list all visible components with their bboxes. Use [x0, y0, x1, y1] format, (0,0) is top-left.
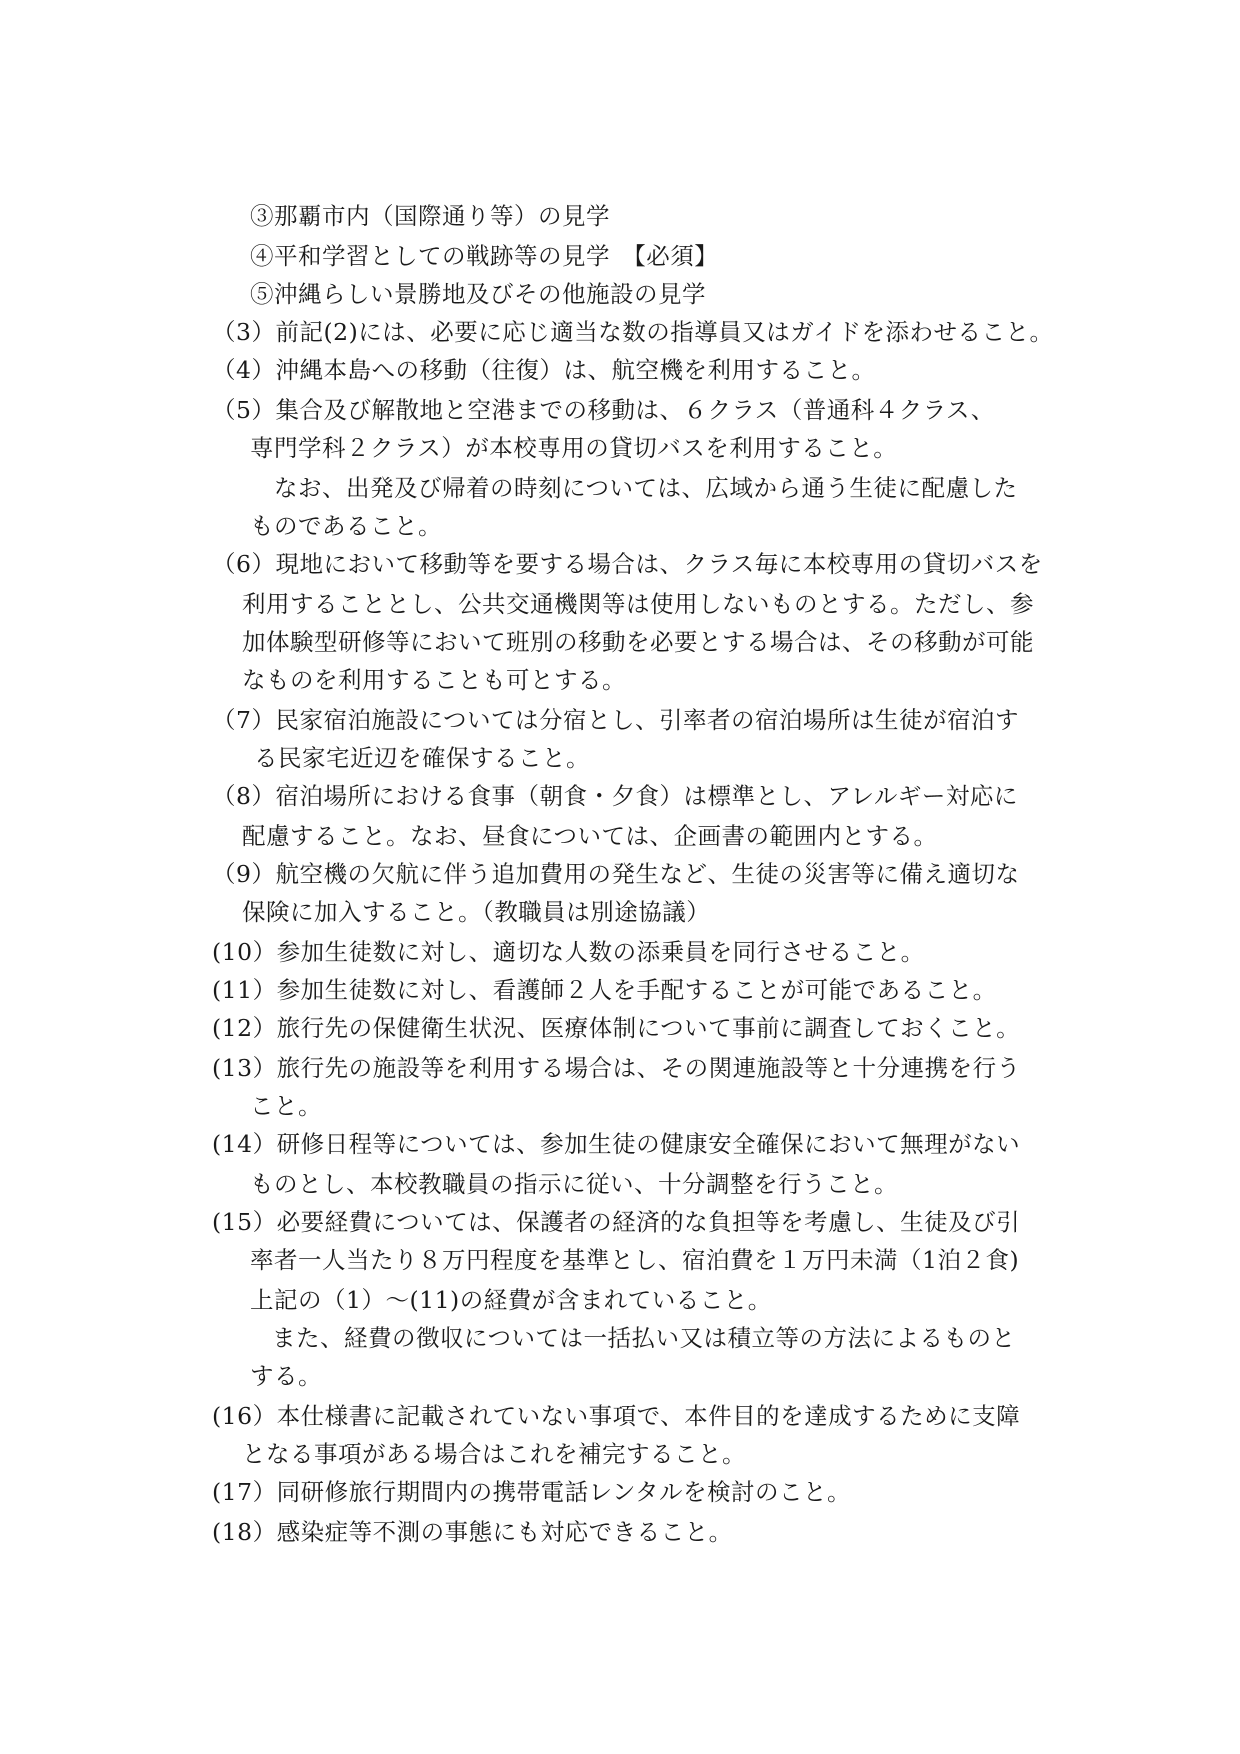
list-item: （4）沖縄本島への移動（往復）は、航空機を利用すること。: [212, 356, 876, 384]
list-item: 利用することとし、公共交通機関等は使用しないものとする。ただし、参: [242, 590, 1034, 618]
list-item: ③那覇市内（国際通り等）の見学: [250, 202, 610, 230]
list-item: となる事項がある場合はこれを補完すること。: [242, 1440, 746, 1468]
list-item: する。: [250, 1362, 322, 1390]
list-item: (12）旅行先の保健衛生状況、医療体制について事前に調査しておくこと。: [212, 1014, 1021, 1042]
list-item: （7）民家宿泊施設については分宿とし、引率者の宿泊場所は生徒が宿泊す: [212, 706, 1019, 734]
list-item: (15）必要経費については、保護者の経済的な負担等を考慮し、生徒及び引: [212, 1208, 1021, 1236]
list-item: また、経費の徴収については一括払い又は積立等の方法によるものと: [272, 1324, 1016, 1352]
list-item: （5）集合及び解散地と空港までの移動は、６クラス（普通科４クラス、: [212, 396, 995, 424]
list-item: 配慮すること。なお、昼食については、企画書の範囲内とする。: [242, 822, 938, 850]
list-item: 保険に加入すること。（教職員は別途協議）: [242, 898, 711, 926]
list-item: 加体験型研修等において班別の移動を必要とする場合は、その移動が可能: [242, 628, 1034, 656]
list-item: ものとし、本校教職員の指示に従い、十分調整を行うこと。: [250, 1170, 898, 1198]
list-item: （9）航空機の欠航に伴う追加費用の発生など、生徒の災害等に備え適切な: [212, 860, 1020, 888]
list-item: (10）参加生徒数に対し、適切な人数の添乗員を同行させること。: [212, 938, 925, 966]
list-item: 率者一人当たり８万円程度を基準とし、宿泊費を１万円未満（1泊２食): [250, 1246, 1020, 1274]
list-item: 専門学科２クラス）が本校専用の貸切バスを利用すること。: [250, 434, 898, 462]
list-item: (13）旅行先の施設等を利用する場合は、その関連施設等と十分連携を行う: [212, 1054, 1021, 1082]
list-item: （8）宿泊場所における食事（朝食・夕食）は標準とし、アレルギー対応に: [212, 782, 1018, 810]
list-item: ものであること。: [250, 512, 442, 540]
list-item: (17）同研修旅行期間内の携帯電話レンタルを検討のこと。: [212, 1478, 852, 1506]
list-item: （3）前記(2)には、必要に応じ適当な数の指導員又はガイドを添わせること。: [212, 318, 1054, 346]
list-item: なお、出発及び帰着の時刻については、広域から通う生徒に配慮した: [274, 474, 1018, 502]
list-item: (11）参加生徒数に対し、看護師２人を手配することが可能であること。: [212, 976, 997, 1004]
list-item: ④平和学習としての戦跡等の見学 【必須】: [250, 242, 719, 270]
list-item: (14）研修日程等については、参加生徒の健康安全確保において無理がない: [212, 1130, 1021, 1158]
list-item: 上記の（1）～(11)の経費が含まれていること。: [250, 1286, 772, 1314]
list-item: （6）現地において移動等を要する場合は、クラス毎に本校専用の貸切バスを: [212, 550, 1043, 578]
list-item: なものを利用することも可とする。: [242, 666, 626, 694]
list-item: ⑤沖縄らしい景勝地及びその他施設の見学: [250, 280, 706, 308]
list-item: こと。: [250, 1092, 322, 1120]
list-item: (18）感染症等不測の事態にも対応できること。: [212, 1518, 733, 1546]
list-item: (16）本仕様書に記載されていない事項で、本件目的を達成するために支障: [212, 1402, 1021, 1430]
list-item: る民家宅近辺を確保すること。: [254, 744, 590, 772]
